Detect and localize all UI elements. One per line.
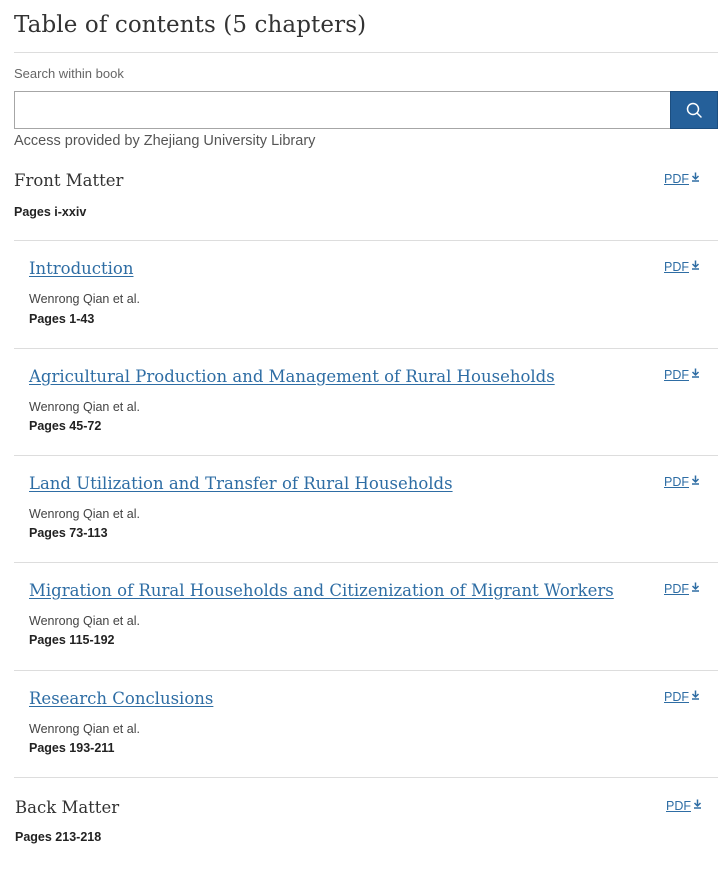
chapter-pdf-link[interactable] bbox=[664, 368, 700, 382]
download-icon bbox=[691, 368, 700, 378]
divider bbox=[14, 240, 718, 241]
chapter-pages: Pages 1-43 bbox=[29, 312, 95, 326]
pdf-label: PDF bbox=[664, 260, 689, 274]
chapter-pages: Pages 45-72 bbox=[29, 419, 102, 433]
chapter-title-link[interactable]: Land Utilization and Transfer of Rural Households bbox=[29, 474, 453, 493]
chapter-entry bbox=[14, 688, 718, 768]
search-button[interactable] bbox=[670, 91, 718, 129]
download-icon bbox=[691, 172, 700, 182]
pdf-label: PDF bbox=[664, 172, 689, 186]
chapter-title-link[interactable]: Agricultural Production and Management of Rural Households bbox=[29, 367, 555, 386]
divider bbox=[14, 455, 718, 456]
chapter-entry bbox=[14, 580, 718, 660]
chapter-pages: Pages 193-211 bbox=[29, 741, 115, 755]
front-matter-entry bbox=[14, 170, 718, 230]
download-icon bbox=[691, 260, 700, 270]
download-icon bbox=[691, 690, 700, 700]
search-input[interactable] bbox=[14, 91, 670, 129]
front-matter-pdf-link[interactable] bbox=[664, 172, 700, 186]
toc-title: Table of contents (5 chapters) bbox=[14, 12, 367, 38]
search-row bbox=[14, 91, 718, 129]
chapter-title-link[interactable]: Migration of Rural Households and Citizenization of Migrant Workers bbox=[29, 581, 614, 600]
chapter-entry bbox=[14, 366, 718, 446]
search-icon bbox=[685, 101, 703, 119]
pdf-label: PDF bbox=[664, 475, 689, 489]
front-matter-title: Front Matter bbox=[14, 171, 124, 190]
chapter-pdf-link[interactable] bbox=[664, 690, 700, 704]
back-matter-pages: Pages 213-218 bbox=[15, 830, 102, 844]
front-matter-pages: Pages i-xxiv bbox=[14, 205, 87, 219]
chapter-authors: Wenrong Qian et al. bbox=[29, 614, 140, 628]
chapter-title-link[interactable]: Research Conclusions bbox=[29, 689, 214, 708]
divider bbox=[14, 777, 718, 778]
pdf-label: PDF bbox=[664, 582, 689, 596]
chapter-entry bbox=[14, 258, 718, 338]
chapter-pdf-link[interactable] bbox=[664, 475, 700, 489]
pdf-label: PDF bbox=[664, 368, 689, 382]
chapter-pdf-link[interactable] bbox=[664, 260, 700, 274]
chapter-authors: Wenrong Qian et al. bbox=[29, 507, 140, 521]
chapter-pages: Pages 115-192 bbox=[29, 633, 115, 647]
download-icon bbox=[693, 799, 702, 809]
divider bbox=[14, 562, 718, 563]
back-matter-entry bbox=[15, 797, 719, 857]
chapter-entry bbox=[14, 473, 718, 553]
chapter-pages: Pages 73-113 bbox=[29, 526, 108, 540]
back-matter-pdf-link[interactable] bbox=[666, 799, 702, 813]
chapter-pdf-link[interactable] bbox=[664, 582, 700, 596]
chapter-authors: Wenrong Qian et al. bbox=[29, 722, 140, 736]
search-label: Search within book bbox=[14, 66, 124, 81]
download-icon bbox=[691, 475, 700, 485]
download-icon bbox=[691, 582, 700, 592]
chapter-title-link[interactable]: Introduction bbox=[29, 259, 134, 278]
back-matter-title: Back Matter bbox=[15, 798, 120, 817]
title-divider bbox=[14, 52, 718, 53]
access-provided-text: Access provided by Zhejiang University Library bbox=[14, 133, 316, 149]
pdf-label: PDF bbox=[664, 690, 689, 704]
divider bbox=[14, 670, 718, 671]
pdf-label: PDF bbox=[666, 799, 691, 813]
chapter-authors: Wenrong Qian et al. bbox=[29, 400, 140, 414]
chapter-authors: Wenrong Qian et al. bbox=[29, 292, 140, 306]
divider bbox=[14, 348, 718, 349]
